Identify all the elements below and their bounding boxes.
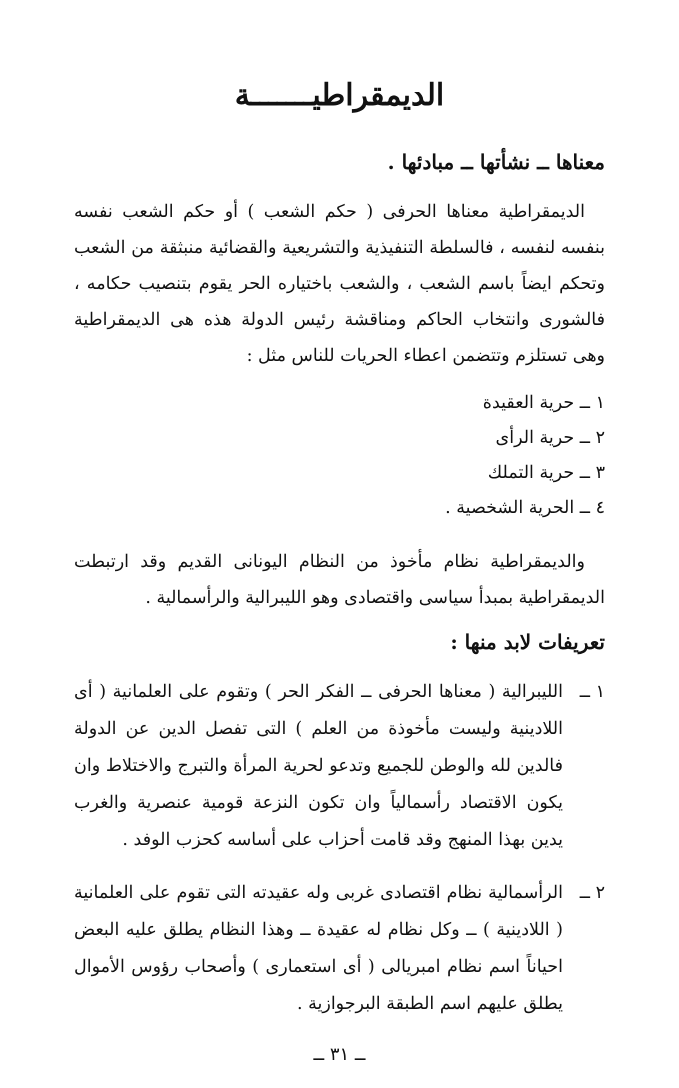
- definition-capitalism: [74, 875, 605, 1023]
- section-heading-meaning: معناها ــ نشأتها ــ مبادئها .: [387, 150, 605, 174]
- paragraph-democracy-definition: الديمقراطية معناها الحرفى ( حكم الشعب ) أو حكم الشعب نفسه بنفسه لنفسه ، فالسلطة التنفيذية والتشريعية والقضائية منبثقة من الشعب وتحكم ايضاً باسم الشعب ، والشعب باختياره الحر يقوم بتنصيب حكامه ، فالشورى وانتخاب الحاكم ومناقشة رئيس الدولة هذه هى الديمقراطية وهى تستلزم وتتضمن اعطاء الحريات للناس مثل :: [74, 202, 605, 366]
- definition-text: الرأسمالية نظام اقتصادى غربى وله عقيدته التى تقوم على العلمانية ( اللادينية ) ــ وكل نظام له عقيدة ــ وهذا النظام يطلق عليه البعض احياناً اسم نظام امبريالى ( أى استعمارى ) وأصحاب رؤوس الأموال يطلق عليهم اسم الطبقة البرجوازية .: [74, 883, 563, 1014]
- list-item: ٤ ــ الحرية الشخصية .: [445, 498, 605, 518]
- definition-text: الليبرالية ( معناها الحرفى ــ الفكر الحر ) وتقوم على العلمانية ( أى اللادينية وليست مأخوذة من العلم ) التى تفصل الدين عن الدولة فالدين لله والوطن للجميع وتدعو لحرية المرأة والتبرج والاختلاط وان يكون الاقتصاد رأسمالياً وان تكون النزعة قومية عنصرية والغرب يدين بهذا المنهج وقد قامت أحزاب على أساسه كحزب الوفد .: [74, 682, 563, 850]
- list-item: ٢ ــ حرية الرأى: [495, 428, 605, 448]
- page-number: ــ ٣١ ــ: [313, 1044, 366, 1065]
- paragraph-democracy-origin: والديمقراطية نظام مأخوذ من النظام اليونانى القديم وقد ارتبطت الديمقراطية بمبدأ سياسى واقتصادى وهو الليبرالية والرأسمالية .: [74, 552, 605, 608]
- section-heading-definitions: تعريفات لابد منها :: [450, 630, 605, 654]
- list-item: ٣ ــ حرية التملك: [487, 463, 605, 483]
- list-item: ١ ــ حرية العقيدة: [482, 393, 605, 413]
- page-title: الديمقراطيـــــــة: [234, 78, 445, 113]
- definition-number: ١ ــ: [579, 682, 605, 702]
- freedoms-list: [74, 386, 605, 526]
- definition-liberalism: [74, 674, 605, 859]
- definition-number: ٢ ــ: [579, 883, 605, 903]
